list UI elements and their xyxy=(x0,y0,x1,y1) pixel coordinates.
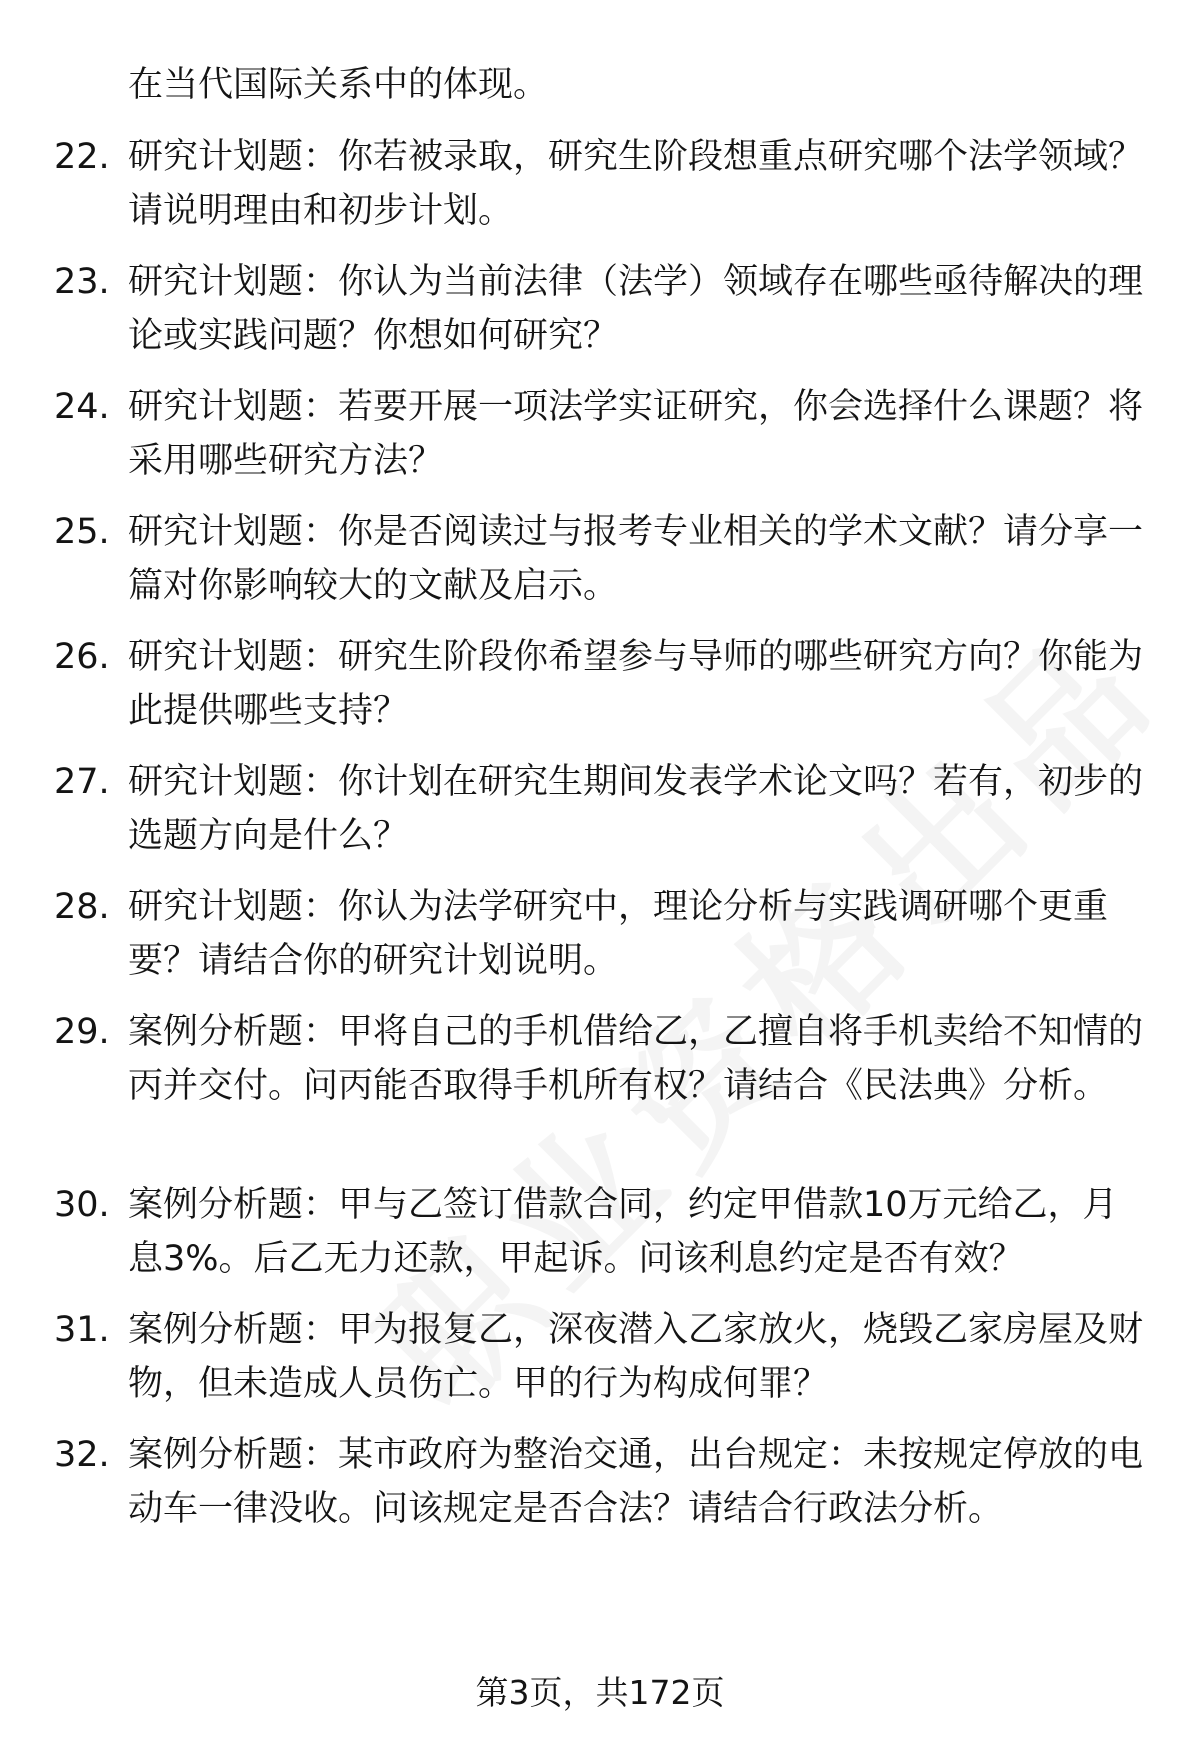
question-text: 研究计划题：你认为法学研究中，理论分析与实践调研哪个更重要？请结合你的研究计划说明。 xyxy=(128,887,1109,981)
question-number: 26. xyxy=(54,637,110,677)
question-item xyxy=(0,1303,1200,1413)
question-item xyxy=(0,255,1200,365)
question-number: 30. xyxy=(54,1185,110,1225)
question-number: 29. xyxy=(54,1012,110,1052)
question-text: 研究计划题：你若被录取，研究生阶段想重点研究哪个法学领域？请说明理由和初步计划。 xyxy=(128,137,1144,231)
question-item xyxy=(0,880,1200,990)
question-text: 案例分析题：甲为报复乙，深夜潜入乙家放火，烧毁乙家房屋及财物，但未造成人员伤亡。甲的行为构成何罪？ xyxy=(128,1310,1144,1404)
continued-question-text: 在当代国际关系中的体现。 xyxy=(128,65,549,105)
question-number: 23. xyxy=(54,262,110,302)
question-item xyxy=(0,380,1200,490)
question-number: 24. xyxy=(54,387,110,427)
question-text: 研究计划题：你计划在研究生期间发表学术论文吗？若有，初步的选题方向是什么？ xyxy=(128,762,1144,856)
question-number: 31. xyxy=(54,1310,110,1350)
question-item xyxy=(0,1178,1200,1288)
question-item xyxy=(0,1428,1200,1538)
question-text: 研究计划题：你认为当前法律（法学）领域存在哪些亟待解决的理论或实践问题？你想如何研究？ xyxy=(128,262,1144,356)
question-item xyxy=(0,1005,1200,1163)
question-text: 案例分析题：甲与乙签订借款合同，约定甲借款10万元给乙，月息3%。后乙无力还款，甲起诉。问该利息约定是否有效？ xyxy=(128,1185,1118,1279)
page-footer: 第3页，共172页 xyxy=(475,1673,725,1712)
question-item xyxy=(0,130,1200,240)
question-list xyxy=(0,130,1200,1553)
question-number: 22. xyxy=(54,137,110,177)
question-text: 研究计划题：若要开展一项法学实证研究，你会选择什么课题？将采用哪些研究方法？ xyxy=(128,387,1144,481)
question-text: 案例分析题：某市政府为整治交通，出台规定：未按规定停放的电动车一律没收。问该规定是否合法？请结合行政法分析。 xyxy=(128,1435,1144,1529)
question-item xyxy=(0,505,1200,615)
question-text: 研究计划题：你是否阅读过与报考专业相关的学术文献？请分享一篇对你影响较大的文献及启示。 xyxy=(128,512,1144,606)
question-item xyxy=(0,630,1200,740)
question-item xyxy=(0,755,1200,865)
question-text: 研究计划题：研究生阶段你希望参与导师的哪些研究方向？你能为此提供哪些支持？ xyxy=(128,637,1144,731)
question-number: 32. xyxy=(54,1435,110,1475)
question-text: 案例分析题：甲将自己的手机借给乙，乙擅自将手机卖给不知情的丙并交付。问丙能否取得手机所有权？请结合《民法典》分析。 xyxy=(128,1012,1144,1106)
question-number: 25. xyxy=(54,512,110,552)
question-number: 28. xyxy=(54,887,110,927)
question-number: 27. xyxy=(54,762,110,802)
